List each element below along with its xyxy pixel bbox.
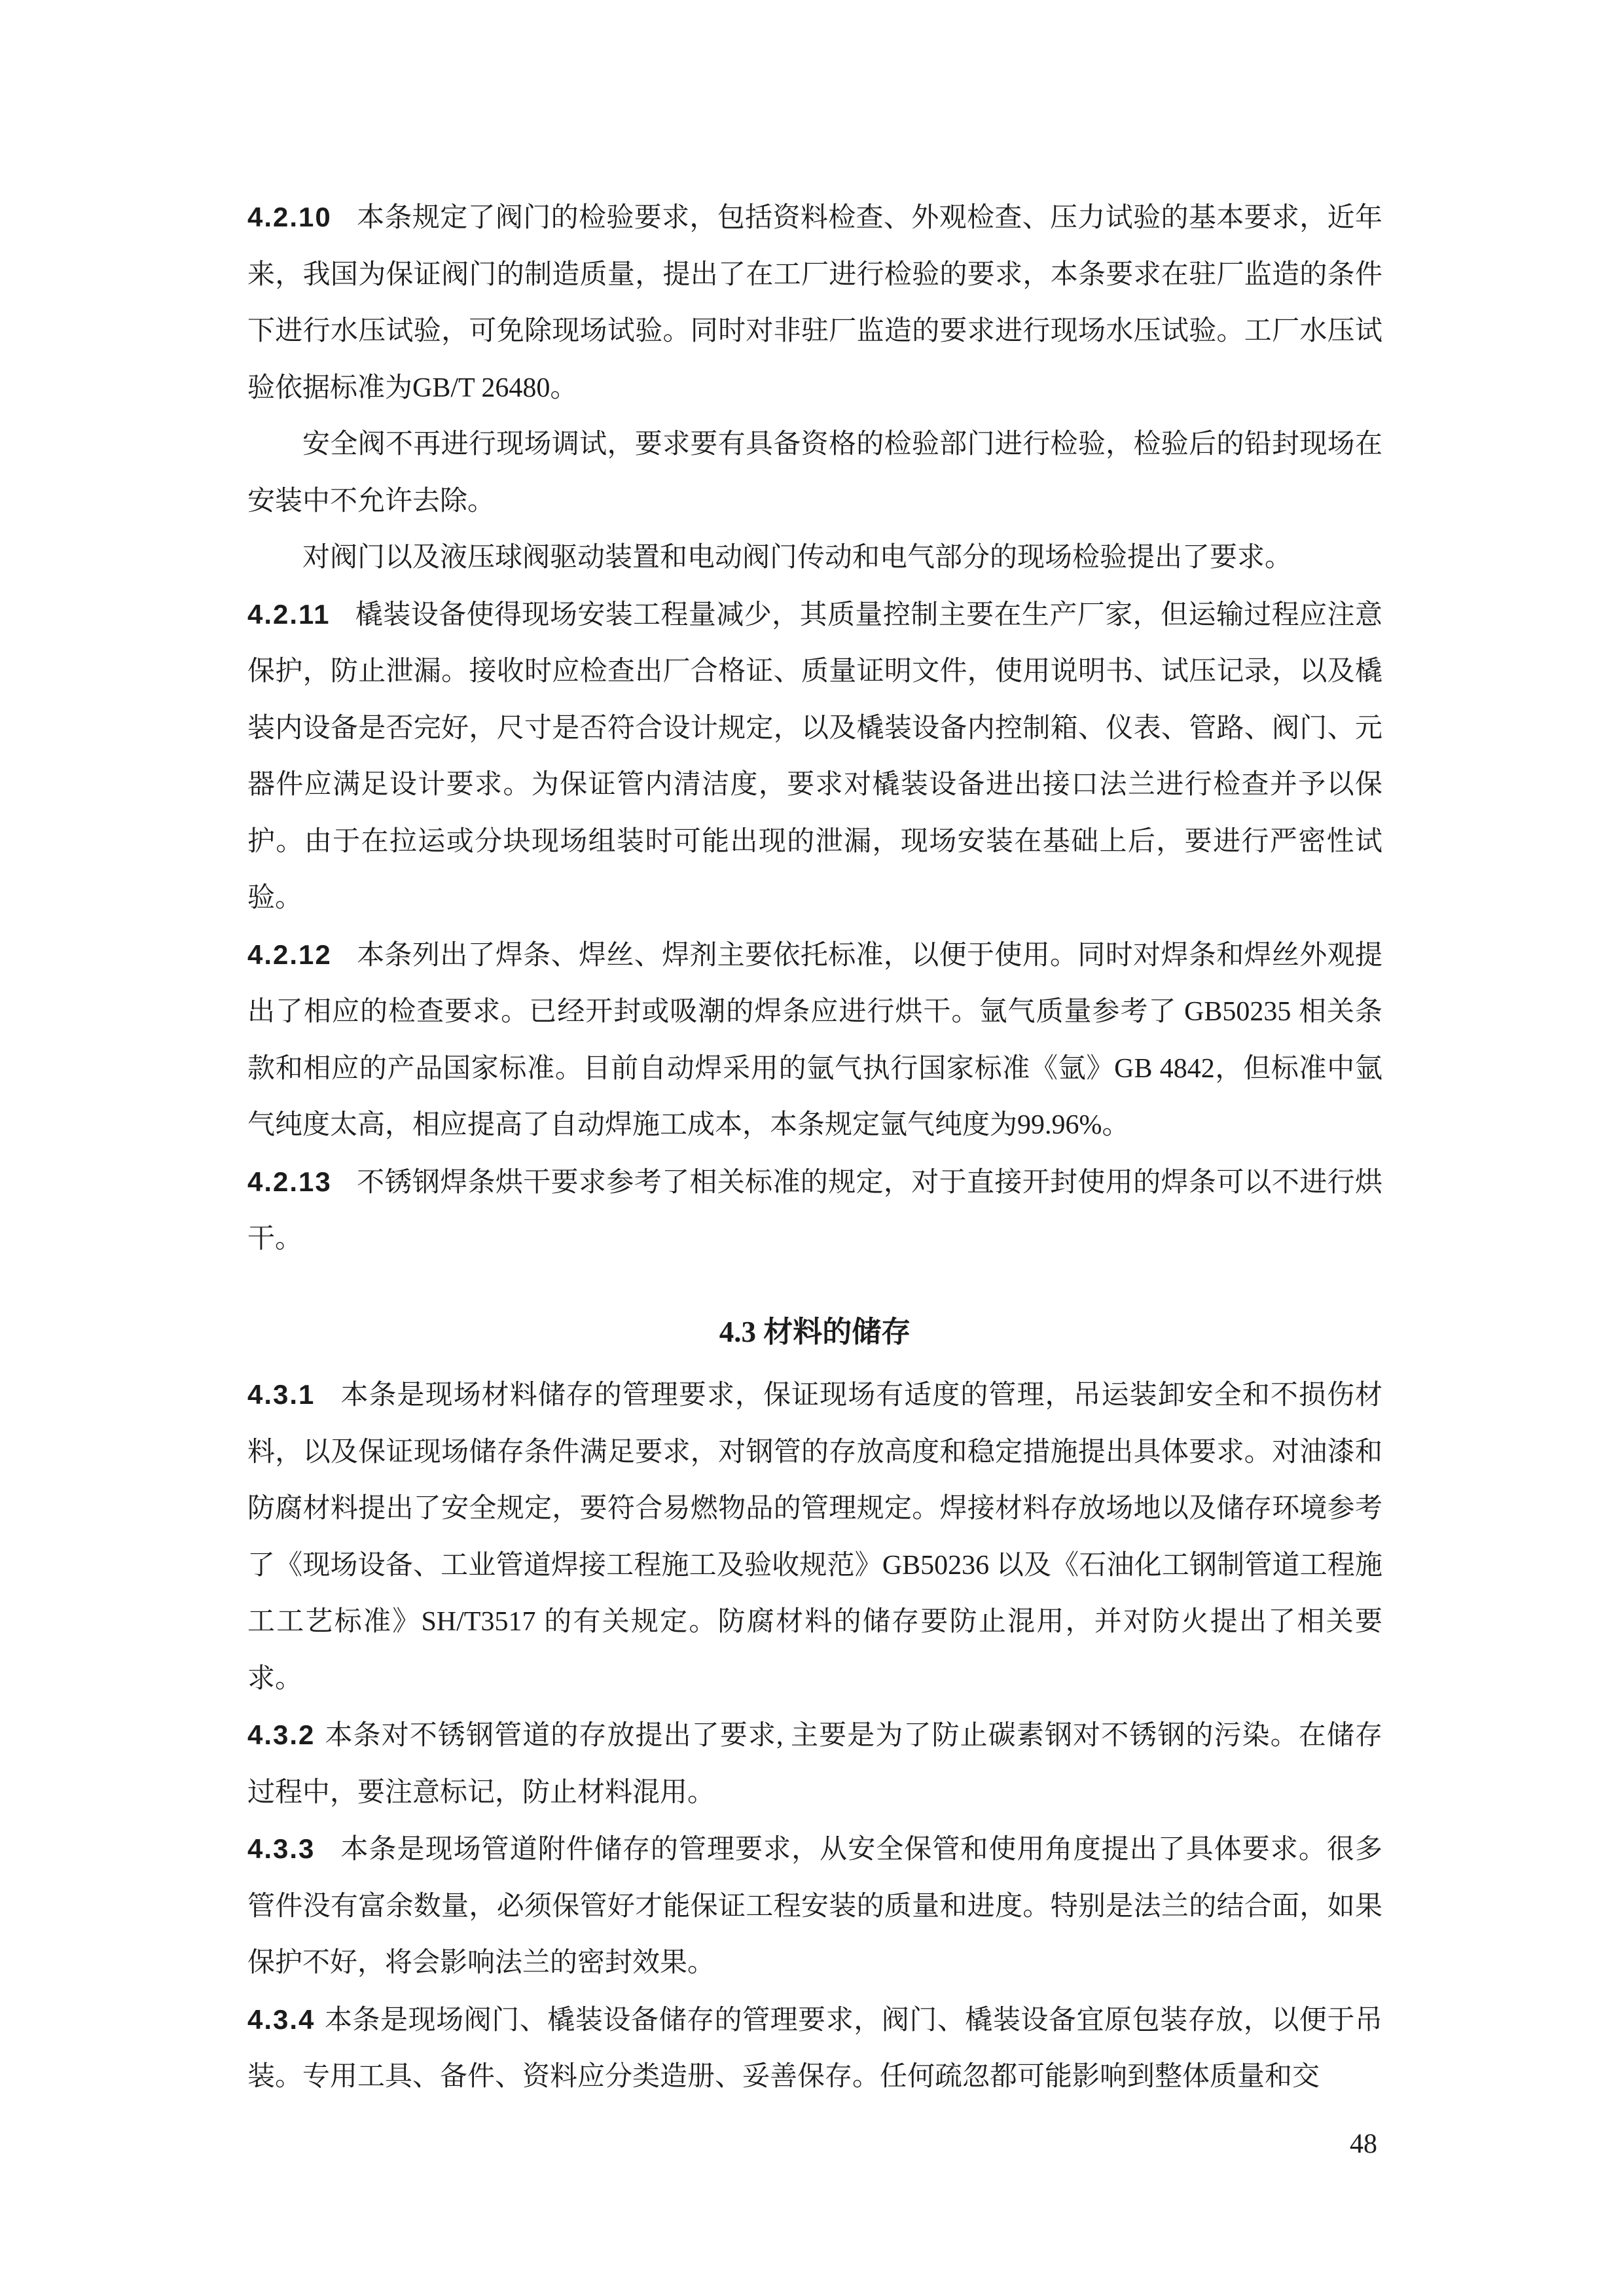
paragraph-safety-valve bbox=[247, 416, 1382, 529]
clause-text-4-2-13: 不锈钢焊条烘干要求参考了相关标准的规定，对于直接开封使用的焊条可以不进行烘干。 bbox=[247, 1167, 1382, 1254]
clause-4-2-13 bbox=[247, 1154, 1382, 1268]
paragraph-valve-inspection bbox=[247, 529, 1382, 586]
clause-number-4-3-2: 4.3.2 bbox=[247, 1719, 316, 1750]
clause-4-2-10 bbox=[247, 189, 1382, 416]
clause-text-4-3-4: 本条是现场阀门、橇装设备储存的管理要求，阀门、橇装设备宜原包装存放，以便于吊装。专用工具、备件、资料应分类造册、妥善保存。任何疏忽都可能影响到整体质量和交 bbox=[247, 2005, 1382, 2092]
clause-number-4-2-13: 4.2.13 bbox=[247, 1166, 332, 1197]
paragraph-text: 安全阀不再进行现场调试，要求要有具备资格的检验部门进行检验，检验后的铅封现场在安装中不允许去除。 bbox=[247, 429, 1382, 516]
paragraph-text: 对阀门以及液压球阀驱动装置和电动阀门传动和电气部分的现场检验提出了要求。 bbox=[302, 543, 1293, 573]
clause-text-4-3-1: 本条是现场材料储存的管理要求，保证现场有适度的管理，吊运装卸安全和不损伤材料，以及保证现场储存条件满足要求，对钢管的存放高度和稳定措施提出具体要求。对油漆和防腐材料提出了安全规定，要符合易燃物品的管理规定。焊接材料存放场地以及储存环境参考了《现场设备、工业管道焊接工程施工及验收规范》GB50236 以及《石油化工钢制管道工程施工工艺标准》SH/T3517 的有关规定。防腐材料的储存要防止混用，并对防火提出了相关要求。 bbox=[247, 1380, 1382, 1694]
clause-number-4-3-4: 4.3.4 bbox=[247, 2003, 316, 2035]
page-number: 48 bbox=[1350, 2129, 1377, 2159]
clause-number-4-2-12: 4.2.12 bbox=[247, 939, 332, 970]
clause-4-3-1 bbox=[247, 1367, 1382, 1707]
clause-4-3-3 bbox=[247, 1821, 1382, 1992]
page-content bbox=[247, 189, 1382, 2106]
clause-4-3-4 bbox=[247, 1992, 1382, 2106]
clause-number-4-2-10: 4.2.10 bbox=[247, 202, 332, 232]
clause-number-4-2-11: 4.2.11 bbox=[247, 598, 331, 630]
clause-number-4-3-1: 4.3.1 bbox=[247, 1379, 316, 1410]
clause-text-4-2-10: 本条规定了阀门的检验要求，包括资料检查、外观检查、压力试验的基本要求，近年来，我国为保证阀门的制造质量，提出了在工厂进行检验的要求，本条要求在驻厂监造的条件下进行水压试验，可免除现场试验。同时对非驻厂监造的要求进行现场水压试验。工厂水压试验依据标准为GB/T 26480。 bbox=[247, 203, 1382, 403]
clause-4-3-2 bbox=[247, 1707, 1382, 1821]
clause-text-4-3-3: 本条是现场管道附件储存的管理要求，从安全保管和使用角度提出了具体要求。很多管件没有富余数量，必须保管好才能保证工程安装的质量和进度。特别是法兰的结合面，如果保护不好，将会影响法兰的密封效果。 bbox=[247, 1835, 1382, 1978]
clause-4-2-11 bbox=[247, 586, 1382, 927]
section-heading-4-3: 4.3 材料的储存 bbox=[719, 1315, 911, 1348]
clause-text-4-2-12: 本条列出了焊条、焊丝、焊剂主要依托标准，以便于使用。同时对焊条和焊丝外观提出了相应的检查要求。已经开封或吸潮的焊条应进行烘干。氩气质量参考了 GB50235 相关条款和相应的产品国家标准。目前自动焊采用的氩气执行国家标准《氩》GB 4842，但标准中氩气纯度太高，相应提高了自动焊施工成本，本条规定氩气纯度为99.96%。 bbox=[247, 940, 1382, 1140]
clause-text-4-3-2: 本条对不锈钢管道的存放提出了要求, 主要是为了防止碳素钢对不锈钢的污染。在储存过程中，要注意标记，防止材料混用。 bbox=[247, 1721, 1382, 1808]
clause-4-2-12 bbox=[247, 927, 1382, 1154]
clause-text-4-2-11: 橇装设备使得现场安装工程量减少，其质量控制主要在生产厂家，但运输过程应注意保护，防止泄漏。接收时应检查出厂合格证、质量证明文件，使用说明书、试压记录，以及橇装内设备是否完好，尺寸是否符合设计规定，以及橇装设备内控制箱、仪表、管路、阀门、元器件应满足设计要求。为保证管内清洁度，要求对橇装设备进出接口法兰进行检查并予以保护。由于在拉运或分块现场组装时可能出现的泄漏，现场安装在基础上后，要进行严密性试验。 bbox=[247, 600, 1382, 913]
clause-number-4-3-3: 4.3.3 bbox=[247, 1833, 316, 1864]
